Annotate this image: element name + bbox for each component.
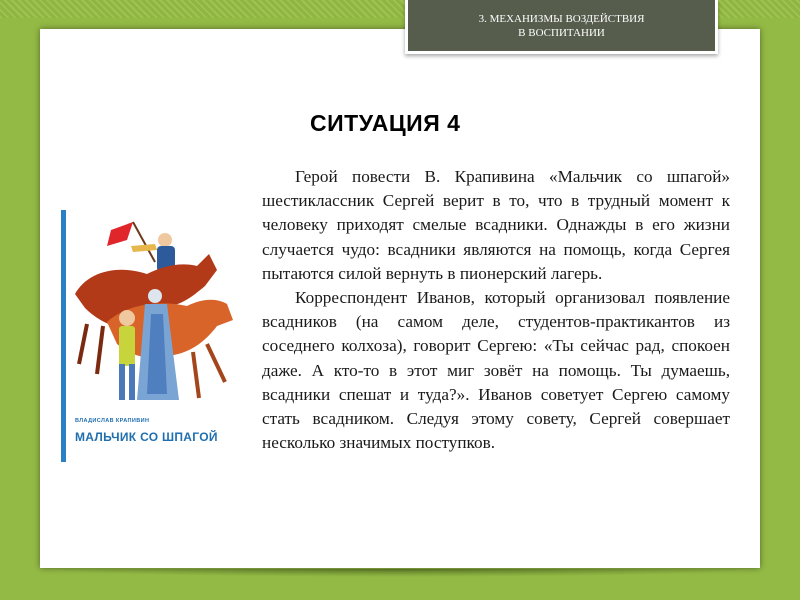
slide-heading: СИТУАЦИЯ 4 bbox=[310, 110, 461, 136]
trumpet-shape bbox=[131, 244, 157, 252]
horse-leg bbox=[207, 344, 225, 382]
boy-body bbox=[119, 326, 135, 366]
paragraph-2: Корреспондент Иванов, который организовал появление всадников (на самом деле, студентов-практикантов из соседнего колхоза), говорит Сергею: «Ты сейчас рад, спокоен даже. А кто-то в этот миг зовёт на помощь. Ты думаешь, всадники спешат и туда?». Иванов советует Сергею самому стать всадником. Следуя этому совету, Сергей совершает несколько значимых поступков. bbox=[262, 288, 730, 453]
boy-head bbox=[119, 310, 135, 326]
card-shadow bbox=[44, 569, 756, 577]
boy-leg bbox=[119, 364, 125, 400]
book-spine bbox=[61, 210, 66, 462]
book-author: ВЛАДИСЛАВ КРАПИВИН bbox=[75, 418, 150, 424]
flag-pole bbox=[133, 222, 155, 262]
book-cover-image bbox=[61, 210, 240, 462]
book-title: МАЛЬЧИК СО ШПАГОЙ bbox=[75, 430, 218, 444]
section-label-line1: 3. МЕХАНИЗМЫ ВОЗДЕЙСТВИЯ bbox=[478, 12, 645, 25]
flag-shape bbox=[107, 222, 133, 246]
rider-head bbox=[158, 233, 172, 247]
horse-leg bbox=[79, 324, 87, 364]
horse-leg bbox=[193, 352, 199, 398]
body-text bbox=[262, 165, 730, 455]
section-label bbox=[405, 0, 718, 54]
horse-leg bbox=[97, 326, 103, 374]
paragraph-1: Герой повести В. Крапивина «Мальчик со шпагой» шестиклассник Сергей верит в то, что в трудный момент к человеку приходят смелые всадники. Однажды в его жизни случается чудо: всадники являются на помощь, когда Сергея пытаются силой вернуть в пионерский лагерь. bbox=[262, 167, 730, 283]
book-cover-illustration bbox=[67, 214, 239, 410]
figure-head bbox=[148, 289, 162, 303]
section-label-line2: В ВОСПИТАНИИ bbox=[518, 26, 605, 39]
boy-leg bbox=[129, 364, 135, 400]
